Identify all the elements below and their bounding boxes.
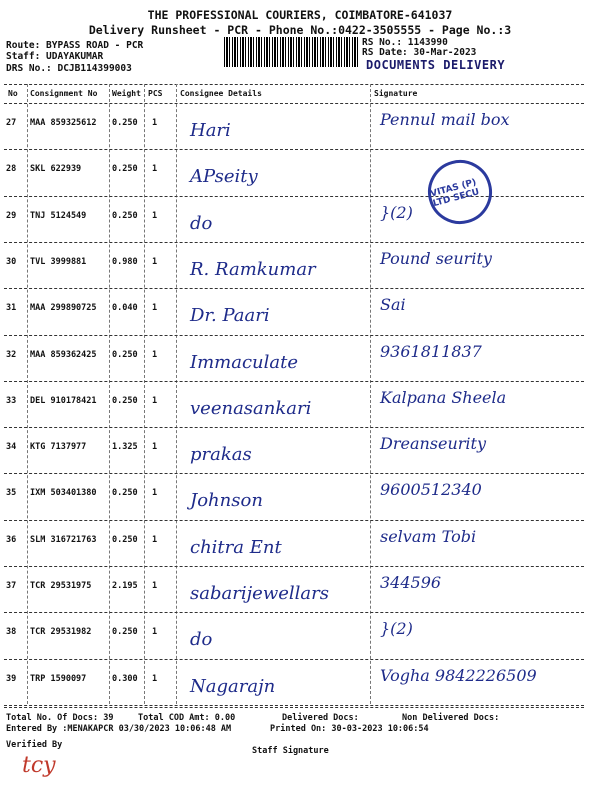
pcs-value: 1 <box>152 303 158 314</box>
consignee-name: chitra Ent <box>190 536 282 558</box>
col-consignment: Consignment No <box>30 89 98 98</box>
row-number: 30 <box>6 256 17 267</box>
consignee-name: do <box>190 212 213 234</box>
company-title: THE PROFESSIONAL COURIERS, COIMBATORE-641037 <box>147 8 453 22</box>
col-no: No <box>8 89 18 98</box>
staff-label: Staff: UDAYAKUMAR <box>6 51 104 62</box>
recipient-signature: Pennul mail box <box>380 110 510 129</box>
consignment-number: KTG 7137977 <box>30 442 87 453</box>
consignment-number: TCR 29531975 <box>30 581 92 591</box>
header-divider-bottom <box>4 103 584 104</box>
delivered-docs: Delivered Docs: <box>282 713 359 723</box>
consignee-name: veenasankari <box>190 397 312 419</box>
row-divider <box>4 335 584 336</box>
consignment-number: SKL 622939 <box>30 164 82 175</box>
row-divider <box>4 473 584 474</box>
footer-divider <box>4 707 584 708</box>
recipient-signature: Pound seurity <box>380 248 492 268</box>
barcode <box>224 37 358 67</box>
row-divider <box>4 242 584 243</box>
row-divider <box>4 288 584 289</box>
header-divider-top <box>4 84 584 85</box>
consignment-number: SLM 316721763 <box>30 534 97 545</box>
documents-delivery-stamp: DOCUMENTS DELIVERY <box>366 58 506 72</box>
row-divider <box>4 612 584 613</box>
recipient-signature: Dreanseurity <box>380 434 487 454</box>
consignee-name: Nagarajn <box>190 675 276 697</box>
row-number: 29 <box>6 210 17 221</box>
row-number: 39 <box>6 673 17 684</box>
grid-line <box>109 84 110 704</box>
grid-line <box>144 84 145 704</box>
row-divider <box>4 427 584 428</box>
col-pcs: PCS <box>148 89 163 98</box>
consignee-name: Johnson <box>190 490 263 512</box>
row-divider <box>4 520 584 521</box>
pcs-value: 1 <box>152 488 158 499</box>
recipient-signature: }(2) <box>380 619 413 639</box>
recipient-signature: Sai <box>380 295 406 315</box>
pcs-value: 1 <box>152 627 158 638</box>
rs-no-label: RS No.: 1143990 <box>362 37 448 48</box>
weight-value: 0.250 <box>112 349 138 360</box>
row-number: 36 <box>6 534 17 545</box>
consignee-name: do <box>190 629 213 651</box>
consignment-number: IXM 503401380 <box>30 488 97 499</box>
grid-line <box>176 84 177 704</box>
weight-value: 0.300 <box>112 673 138 684</box>
company-seal: VITAS (P) LTD SECU <box>421 153 499 231</box>
non-delivered-docs: Non Delivered Docs: <box>402 713 500 723</box>
rs-date-label: RS Date: 30-Mar-2023 <box>362 47 477 58</box>
weight-value: 0.250 <box>112 534 138 545</box>
route-label: Route: BYPASS ROAD - PCR <box>6 40 144 51</box>
consignment-number: DEL 910178421 <box>30 395 97 406</box>
staff-signature-label: Staff Signature <box>252 746 329 756</box>
recipient-signature: Vogha 9842226509 <box>380 665 537 685</box>
row-number: 32 <box>6 349 17 360</box>
grid-line <box>27 84 28 704</box>
printed-on: Printed On: 30-03-2023 10:06:54 <box>270 724 429 734</box>
consignment-number: TVL 3999881 <box>30 256 87 267</box>
consignment-number: MAA 859362425 <box>30 349 97 360</box>
col-signature: Signature <box>374 89 418 98</box>
grid-line <box>370 84 371 704</box>
row-divider <box>4 196 584 197</box>
recipient-signature: Kalpana Sheela <box>380 387 507 407</box>
pcs-value: 1 <box>152 581 158 591</box>
consignment-number: MAA 299890725 <box>30 303 97 314</box>
row-number: 27 <box>6 118 17 128</box>
consignment-number: TCR 29531982 <box>30 627 92 638</box>
entered-by: Entered By :MENAKAPCR 03/30/2023 10:06:48 AM <box>6 724 232 734</box>
row-divider <box>4 381 584 382</box>
recipient-signature: 344596 <box>380 573 442 592</box>
consignee-name: Immaculate <box>190 351 299 373</box>
pcs-value: 1 <box>152 164 158 175</box>
row-divider <box>4 659 584 660</box>
weight-value: 0.250 <box>112 395 138 406</box>
row-divider <box>4 566 584 567</box>
consignee-name: Dr. Paari <box>190 305 270 327</box>
verified-by: Verified By <box>6 740 63 750</box>
weight-value: 0.980 <box>112 256 138 267</box>
col-weight: Weight <box>112 89 141 98</box>
drs-label: DRS No.: DCJB114399003 <box>6 63 132 74</box>
consignment-number: TRP 1590097 <box>30 673 87 684</box>
row-number: 33 <box>6 395 17 406</box>
weight-value: 0.250 <box>112 164 138 175</box>
weight-value: 2.195 <box>112 581 138 591</box>
recipient-signature: }(2) <box>380 202 413 222</box>
pcs-value: 1 <box>152 442 158 453</box>
row-number: 31 <box>6 303 17 314</box>
row-number: 38 <box>6 627 17 638</box>
consignee-name: Hari <box>190 120 231 141</box>
recipient-signature: selvam Tobi <box>380 526 477 546</box>
pcs-value: 1 <box>152 256 158 267</box>
pcs-value: 1 <box>152 118 158 128</box>
pcs-value: 1 <box>152 210 158 221</box>
row-divider <box>4 149 584 150</box>
pcs-value: 1 <box>152 673 158 684</box>
consignee-name: APseity <box>190 166 258 188</box>
total-docs: Total No. Of Docs: 39 <box>6 713 114 723</box>
pcs-value: 1 <box>152 395 158 406</box>
consignment-number: TNJ 5124549 <box>30 210 87 221</box>
row-number: 35 <box>6 488 17 499</box>
row-number: 34 <box>6 442 17 453</box>
pcs-value: 1 <box>152 534 158 545</box>
weight-value: 0.250 <box>112 118 138 128</box>
recipient-signature: 9361811837 <box>380 341 482 361</box>
runsheet-subtitle: Delivery Runsheet - PCR - Phone No.:0422-3505555 - Page No.:3 <box>88 23 512 37</box>
consignee-name: sabarijewellars <box>190 583 329 604</box>
row-divider <box>4 705 584 706</box>
weight-value: 0.250 <box>112 488 138 499</box>
total-cod: Total COD Amt: 0.00 <box>138 713 236 723</box>
row-number: 37 <box>6 581 17 591</box>
weight-value: 0.250 <box>112 210 138 221</box>
weight-value: 0.250 <box>112 627 138 638</box>
recipient-signature: 9600512340 <box>380 480 482 500</box>
consignee-name: R. Ramkumar <box>190 258 316 280</box>
consignment-number: MAA 859325612 <box>30 118 97 128</box>
pcs-value: 1 <box>152 349 158 360</box>
col-consignee: Consignee Details <box>180 89 262 98</box>
weight-value: 0.040 <box>112 303 138 314</box>
row-number: 28 <box>6 164 17 175</box>
consignee-name: prakas <box>190 444 252 466</box>
weight-value: 1.325 <box>112 442 138 453</box>
verified-signature: tcy <box>22 753 56 778</box>
